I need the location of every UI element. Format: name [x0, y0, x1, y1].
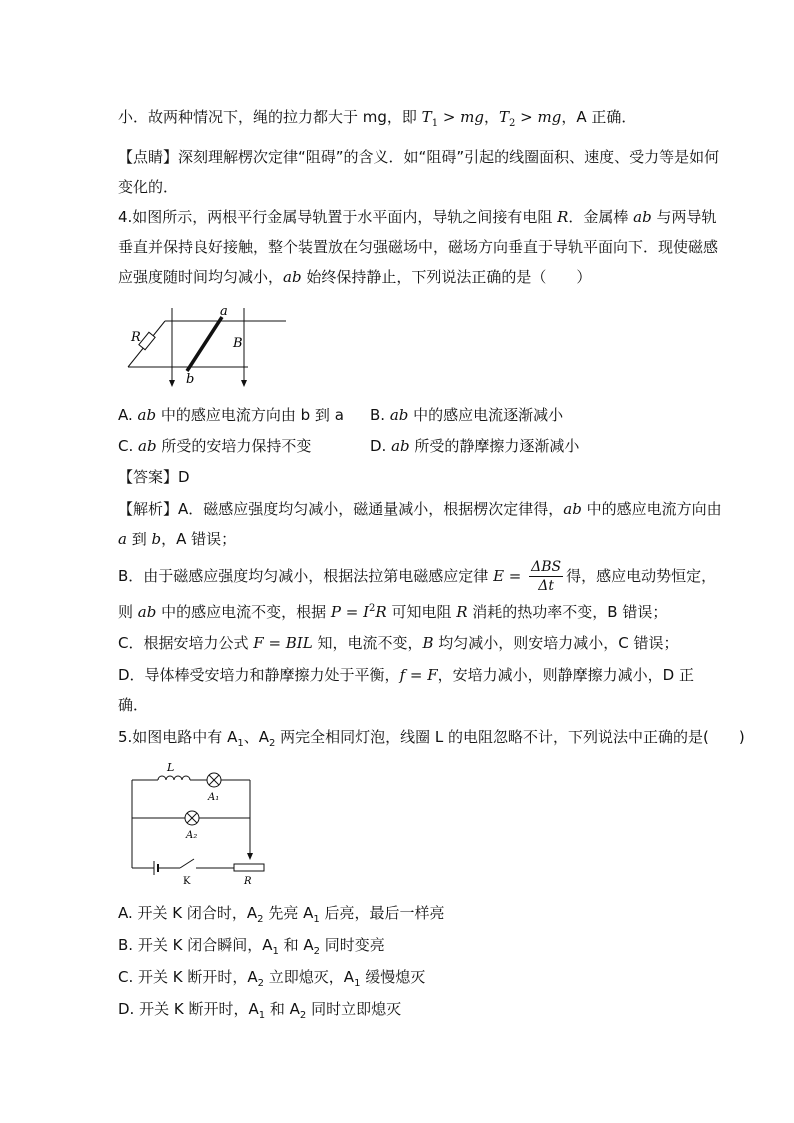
- label-A1: A₁: [208, 792, 220, 803]
- dianjing-label: 【点睛】: [118, 148, 179, 166]
- label-L: L: [167, 761, 175, 774]
- q4-rail-figure: [120, 300, 290, 395]
- rheostat-slider-arrow: [247, 853, 253, 860]
- q5-option-c[interactable]: C. 开关 K 断开时，$A_2$ 立即熄灭，$A_1$ 缓慢熄灭: [118, 968, 426, 989]
- resistor-R: [139, 332, 155, 349]
- q4-stem-line-1: 4.如图所示，两根平行金属导轨置于水平面内，导轨之间接有电阻 R．金属棒 ab 与两导轨: [118, 208, 717, 226]
- label-a: a: [220, 304, 228, 319]
- jiexi-b-line-1: B．由于磁感应强度均匀减小，根据法拉第电磁感应定律 E = $\frac{\text{ΔBS}}{\Delta t}$ 得，感应电动势恒定，: [118, 559, 717, 594]
- label-A2: A₂: [186, 830, 198, 841]
- q5-circuit-figure: [120, 758, 270, 886]
- q4-option-b[interactable]: B. ab 中的感应电流逐渐减小: [370, 406, 564, 424]
- q3-conclusion-line: 小．故两种情况下，绳的拉力都大于 mg，即 $T_1$ > mg，$T_2$ > mg，A 正确．: [118, 108, 637, 129]
- q4-stem-line-2: 垂直并保持良好接触，整个装置放在匀强磁场中，磁场方向垂直于导轨平面向下．现使磁感: [118, 238, 719, 256]
- label-B: B: [233, 336, 243, 351]
- jiexi-a-line-2: a 到 b，A 错误；: [118, 530, 237, 548]
- field-arrow-2: [241, 380, 247, 387]
- switch-K: [180, 859, 194, 868]
- dianjing-line-1: 【点睛】深刻理解楞次定律“阻碍”的含义．如“阻碍”引起的线圈面积、速度、受力等是如何: [118, 148, 720, 166]
- metal-rod-ab: [187, 317, 222, 371]
- jiexi-b-line-2: 则 ab 中的感应电流不变，根据 $P = I^2R$ 可知电阻 R 消耗的热功率不变，B 错误；: [118, 603, 668, 621]
- q4-stem-line-3: 应强度随时间均匀减小，ab 始终保持静止，下列说法正确的是（ ）: [118, 268, 592, 286]
- q4-option-d[interactable]: D. ab 所受的静摩擦力逐渐减小: [370, 437, 580, 455]
- q4-option-c[interactable]: C. ab 所受的安培力保持不变: [118, 437, 312, 455]
- answer-value: D: [178, 468, 190, 486]
- q5-stem: 5.如图电路中有 $A_1$、$A_2$ 两完全相同灯泡，线圈 L 的电阻忽略不计，下列说法中正确的是( ): [118, 728, 745, 749]
- jiexi-a-line-1: 【解析】A．磁感应强度均匀减小，磁通量减小，根据楞次定律得，ab 中的感应电流方向由: [118, 500, 722, 518]
- jiexi-label: 【解析】: [118, 500, 179, 518]
- label-R: R: [131, 330, 141, 345]
- q4-option-a[interactable]: A. ab 中的感应电流方向由 b 到 a: [118, 406, 344, 424]
- field-arrow-1: [169, 380, 175, 387]
- q5-option-d[interactable]: D. 开关 K 断开时，$A_1$ 和 $A_2$ 同时立即熄灭: [118, 1000, 402, 1021]
- jiexi-d-line-1: D．导体棒受安培力和静摩擦力处于平衡，f = F，安培力减小，则静摩擦力减小，D 正: [118, 666, 694, 684]
- rheostat-R: [234, 864, 264, 871]
- dianjing-line-2: 变化的．: [118, 178, 179, 196]
- jiexi-c-line: C．根据安培力公式 F = BIL 知，电流不变，B 均匀减小，则安培力减小，C 错误；: [118, 634, 679, 652]
- label-R-rheostat: R: [244, 876, 252, 886]
- emf-fraction: $\frac{\text{ΔBS}}{\Delta t}$: [531, 559, 562, 594]
- q5-option-b[interactable]: B. 开关 K 闭合瞬间，$A_1$ 和 $A_2$ 同时变亮: [118, 936, 385, 957]
- inductor-coil-L: [158, 776, 190, 780]
- answer-label: 【答案】: [118, 468, 179, 486]
- jiexi-d-line-2: 确．: [118, 696, 149, 714]
- q5-option-a[interactable]: A. 开关 K 闭合时，$A_2$ 先亮 $A_1$ 后亮，最后一样亮: [118, 904, 445, 925]
- q4-answer: [118, 466, 190, 488]
- label-K: K: [183, 876, 191, 886]
- label-b: b: [186, 372, 195, 387]
